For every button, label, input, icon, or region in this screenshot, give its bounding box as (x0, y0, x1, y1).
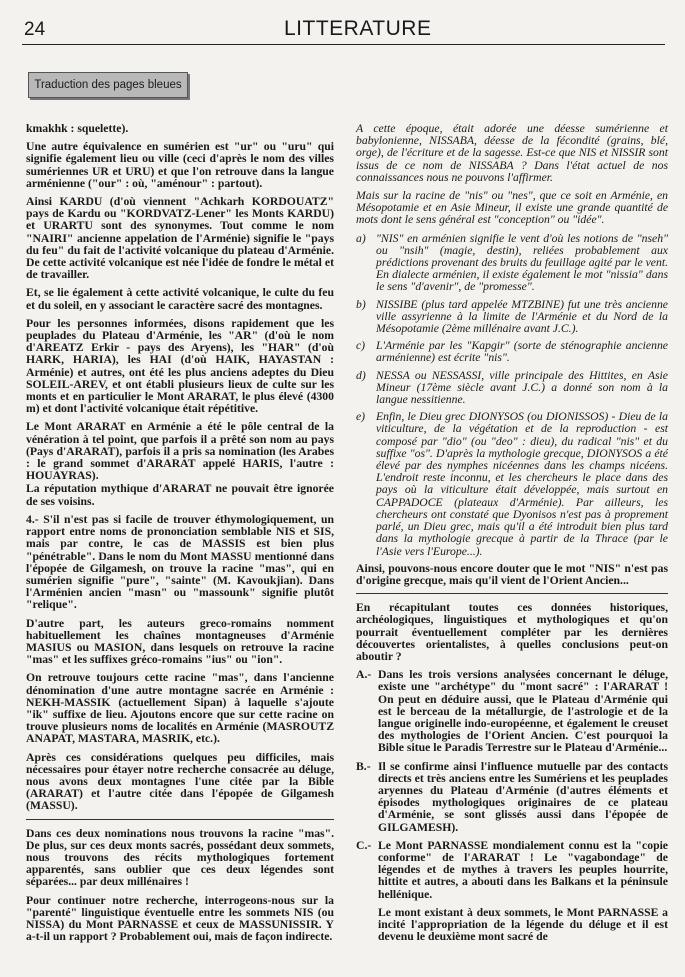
paragraph: Après ces considérations quelques peu difficiles, mais nécessaires pour étayer notre recherche consacrée au déluge, nous avons deux montagnes l'une citée par la Bible (ARARAT) et l'autre citée dans l'épopée de Gilgamesh (MASSU). (26, 750, 334, 813)
paragraph: Une autre équivalence en sumérien est "ur" ou "uru" qui signifie également lieu ou ville (ceci d'après le nom des villes sumériennes UR et URU) et que l'on retrouve dans la langue arménienne ("our" : où, "aménour" : partout). (26, 140, 334, 190)
left-column (26, 123, 334, 949)
conclusion-marker: A.- (356, 668, 372, 682)
list-marker: e) (356, 410, 366, 424)
list-item (356, 233, 668, 294)
list-text: Enfin, le Dieu grec DIONYSOS (ou DIONISSOS) - Dieu de la viticulture, de la végétation et de la reproduction - est composé par "dio" (ou "deo" : dieu), du radical "nis" et du suffixe "os". D'après la mythologie grecque, DIONYSOS a été élevé par des nymphes nicéennes dans les champs nicéens. L'endroit reste inconnu, et les chercheurs le place dans des pays où la viticulture était développée, mais surtout en CAPPADOCE (plateaux d'Arménie). Par ailleurs, les chercheurs ont constaté que Dyonisos n'est pas à proprement parlé, un Dieu grec, mais qu'il a été introduit bien plus tard dans la mythologie grecque à partir de la Thrace (par le l'Asie vers l'Europe...). (376, 410, 668, 558)
conclusion-text: Le Mont PARNASSE mondialement connu est la "copie conforme" de l'ARARAT ! Le "vagabondage" de légendes et de mythes à travers les peuples hourrite, hittite et autres, a abouti dans les Balkans et la péninsule hellénique. (378, 838, 668, 901)
right-column (356, 123, 668, 949)
paragraph: Ainsi KARDU (d'où viennent "Achkarh KORDOUATZ" pays de Kardu ou "KORDVATZ-Lener" les Monts KARDU) et URARTU sont des synonymes. Tout comme le nom "NAIRI" ancienne appelation de l'Arménie) signifie le "pays du feu" du fait de l'activité volcanique du plateau d'Arménie. De cette activité volcanique est née l'idée de fondre le métal et de travailler. (26, 195, 334, 282)
paragraph: En récapitulant toutes ces données historiques, archéologiques, linguistiques et mythologiques et qu'on pourrait éventuellement compléter par les dernières découvertes orientalistes, à quelles conclusions peut-on aboutir ? (356, 601, 668, 663)
paragraph: Le Mont ARARAT en Arménie a été le pôle central de la vénération à tel point, que parfois il a prêté son nom au pays (Pays d'ARARAT), parfois il a pris sa nomination (les Arabes : le grand sommet d'ARARAT appelé HARIS, l'autre : HOUAYRAS). (26, 420, 334, 483)
paragraph: Le mont existant à deux sommets, le Mont PARNASSE a incité l'appropriation de la légende du déluge et il est devenu le deuxième mont sacré de (378, 905, 668, 944)
list-marker: b) (356, 297, 366, 311)
paragraph: La réputation mythique d'ARARAT ne pouvait être ignorée de ses voisins. (26, 482, 334, 508)
paragraph: Mais sur la racine de "nis" ou "nes", que ce soit en Arménie, en Mésopotamie et en Asie Mineur, il existe une grande quantité de mots dont le sens général est "conception" ou "idée". (356, 189, 668, 227)
list-item (356, 299, 668, 336)
paragraph: A cette époque, était adorée une déesse sumérienne et babylonienne, NISSABA, déesse de la fécondité (grains, blé, orge), de l'écriture et de la sagesse. Est-ce que NIS et NISSIR sont issus de ce nom de NISSABA ? Dans l'état actuel de nos connaissances nous ne pouvons l'affirmer. (356, 122, 668, 184)
section-banner: Traduction des pages bleues (28, 72, 188, 98)
paragraph: Et, se lie également à cette activité volcanique, le culte du feu et du soleil, en y associant le caractère sacré des montagnes. (26, 286, 334, 312)
conclusion-item (356, 761, 668, 834)
column-rule (26, 819, 334, 820)
list-item (356, 340, 668, 364)
paragraph: D'autre part, les auteurs greco-romains nomment habituellement les chaînes montagneuses d'Arménie MASIUS ou MASION, dans lesquels on retrouve la racine "mas" et les suffixes gréco-romains "ius" ou "ion". (26, 616, 334, 667)
list-item (356, 370, 668, 407)
paragraph: Ainsi, pouvons-nous encore douter que le mot "NIS" n'est pas d'origine grecque, mais qu'il vient de l'Orient Ancien... (356, 561, 668, 587)
paragraph: kmakhk : squelette). (26, 122, 129, 135)
paragraph: On retrouve toujours cette racine "mas", dans l'ancienne dénomination d'une autre montagne sacrée en Arménie : NEKH-MASSIK (actuellement Sipan) à laquelle s'ajoute "ik" suffixe de lieu. Ajoutons encore que sur cette racine on trouve plusieurs noms de localités en Arménie (MASROUTZ ANAPAT, MASTARA, MASRIK, etc.). (26, 671, 334, 746)
list-text: "NIS" en arménien signifie le vent d'où les notions de "nseh" ou "nsih" (magie, destin), reliées probablement aux prédictions provenant des bruits du feuillage agité par le vent. En dialecte arménien, il existe également le mot "nissia" dans le sens "d'avenir", de "promesse". (376, 231, 668, 294)
conclusion-marker: C.- (356, 838, 372, 852)
header-rule (22, 44, 665, 45)
paragraph: Pour les personnes informées, disons rapidement que les peuplades du Plateau d'Arménie, les "AR" (d'où le nom d'AREATZ Erkir - pays des Aryens), les "HAR" (d'où HARK, HARIA), les HAI (d'où HAIK, HAYASTAN : Arménie) et autres, ont été les plus anciens adeptes du Dieu SOLEIL-AREV, et ont établi plusieurs lieux de culte sur les monts et en particulier le Mont ARARAT, le plus élevé (4300 m) et dont l'activité volcanique était répétitive. (26, 316, 334, 416)
conclusion-text: Dans les trois versions analysées concernant le déluge, existe une "archétype" du "mont sacré" : l'ARARAT ! On peut en déduire aussi, que le Plateau d'Arménie qui est le berceau de la métallurgie, de l'astrologie et de la langue originelle indo-européenne, et également le creuset des mythologies de l'Orient Ancien. C'est pourquoi la Bible situe le Paradis Terrestre sur le Plateau d'Arménie... (378, 668, 668, 755)
column-rule (356, 593, 668, 594)
conclusion-item (356, 840, 668, 901)
paragraph: Pour continuer notre recherche, interrogeons-nous sur la "parenté" linguistique éventuelle entre les sommets NIS (ou NISSA) du Mont PARNASSE et ceux de MASSUNISSIR. Y a-t-il un rapport ? Probablement oui, mais de façon indirecte. (26, 893, 334, 944)
list-text: L'Arménie par les "Kapgir" (sorte de sténographie ancienne arménienne) est écrite "nis". (376, 339, 668, 365)
list-marker: a) (356, 231, 366, 245)
paragraph: Dans ces deux nominations nous trouvons la racine "mas". De plus, sur ces deux monts sacrés, possédant deux sommets, nous trouvons des récits mythologiques fortement apparentés, sans oublier que ces deux légendes sont séparées... par deux millénaires ! (26, 826, 334, 889)
list-text: NESSA ou NESSASSI, ville principale des Hittites, en Asie Mineur (17ème siècle avant J.C.) a donné son nom à la langue nessitienne. (376, 368, 668, 407)
list-marker: d) (356, 368, 366, 382)
conclusion-text: Il se confirme ainsi l'influence mutuelle par des contacts directs et très anciens entre les Sumériens et les peuplades aryennes du Plateau d'Arménie (d'autres éléments et épisodes mythologiques originaires de ce plateau d'Arménie, se sont glissés aussi dans l'épopée de GILGAMESH). (378, 759, 668, 834)
page-number: 24 (24, 19, 46, 40)
conclusion-item (356, 669, 668, 754)
list-marker: c) (356, 339, 366, 353)
section-title: LITTERATURE (284, 17, 432, 40)
list-item (356, 411, 668, 557)
conclusion-marker: B.- (356, 759, 371, 773)
paragraph: 4.- S'il n'est pas si facile de trouver éthymologiquement, un rapport entre noms de prononciation semblable NIS et SIS, mais par contre, le cas de MASSIS est bien plus "pénétrable". Dans le nom du Mont MASSU mentionné dans l'épopée de Gilgamesh, on trouve la racine "mas", qui en sumérien signifie "pure", "sainte" (M. Kavoukjian). Dans l'Arménien ancien "masn" ou "massounk" signifie plutôt "relique". (26, 512, 334, 612)
list-text: NISSIBE (plus tard appelée MTZBINE) fut une très ancienne ville assyrienne à la limite de l'Arménie et du Nord de la Mésopotamie (2ème millénaire avant J.C.). (376, 297, 668, 336)
